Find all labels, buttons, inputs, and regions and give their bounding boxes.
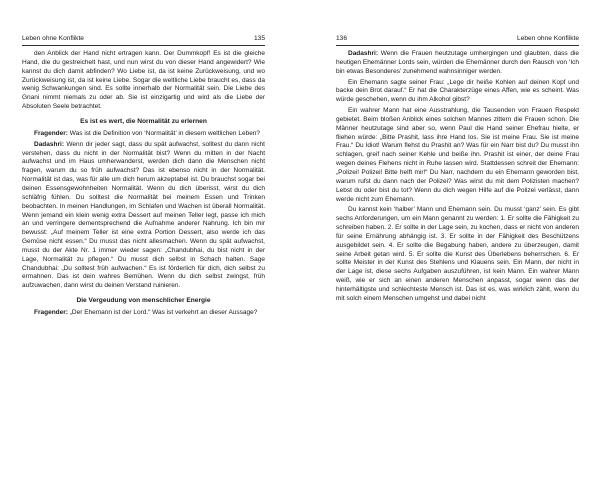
paragraph: Ein Ehemann sagte seiner Frau: „Lege dir heiße Kohlen auf deinen Kopf und backe dein Brot darauf.“ Er hat die Charakterzüge eines Affen, wie es scheint. Was würde geschehen, wenn du ihm Alkohol gibst? (336, 78, 579, 104)
page-number: 135 (253, 35, 265, 42)
header-title: Leben ohne Konflikte (517, 35, 579, 42)
page-header (336, 33, 579, 46)
paragraph: Dadashri: Wenn die Frauen heutzutage umhergingen und glaubten, dass die heutigen Ehemänner Lords sein, würden die Ehemänner durch den Rausch von ‘Ich bin etwas Besonderes’ zunehmend wahnsinniger werden. (336, 50, 579, 75)
left-page (22, 0, 265, 484)
speaker-label: Dadashri: (34, 140, 64, 148)
paragraph: Du kannst kein ‘halber’ Mann und Ehemann sein. Du musst ‘ganz’ sein. Es gibt sechs Anforderungen, um ein Mann genannt zu werden: 1. Er sollte die Fähigkeit zu schreiben haben. 2. Er sollte in der Lage sein, zu kochen, dass er nicht von anderen für seine Ernährung abhängig ist. 3. Er sollte in der Fähigkeit des Beschützens ausgebildet sein. 4. Er sollte die Begabung haben, andere zu überzeugen, damit seine Arbeit getan wird. 5. Er sollte die Kunst des Überlebens beherrschen. 6. Er sollte Meister in der Kunst des Stehlens und Klauens sein. Ein Mann, der nicht in der Lage ist, diese sechs Aufgaben auszuführen, ist kein Mann. Ein wahrer Mann weiß, wie er sich an einen anderen Menschen anpasst, sogar wenn das der hinterhältigste und schlechteste Mensch ist. Das ist es, was wirklich zählt, wenn du mit solch einem Menschen umgehst und dabei nicht (336, 206, 579, 302)
page-header (22, 33, 265, 46)
speaker-label: Fragender: (34, 309, 68, 317)
page-body (22, 50, 265, 318)
right-page (336, 0, 579, 484)
speaker-label: Fragender: (34, 129, 68, 137)
section-heading: Die Vergeudung von menschlicher Energie (76, 297, 211, 305)
speaker-label: Dadashri: (348, 50, 378, 57)
section-heading: Es ist es wert, die Normalität zu erlernen (80, 117, 207, 125)
header-title: Leben ohne Konflikte (22, 35, 84, 42)
paragraph: Dadashri: Wenn dir jeder sagt, dass du spät aufwachst, solltest du dann nicht verstehen, dass du nicht in der Normalität bist? Wenn du mitten in der Nacht aufwachst und im Haus umherwanderst, werden dich dann die Menschen nicht fragen, warum du so früh aufwachst? Das ist ebenso nicht in der Normalität. Normalität ist das, was für alle um dich herum akzeptabel ist. Du brauchst sogar bei deinen Essensgewohnheiten Normalität. Wenn du dich überisst, wirst du dich schläfrig fühlen. Du solltest die Normalität bei meinem Essen und Trinken beobachten. In meinen Handlungen, im Schlafen und Wachen ist überall Normalität. Wenn jemand ein klein wenig extra Dessert auf meinen Teller legt, passe ich mich an und verringere dementsprechend die Aufnahme anderer Nahrung. Ich bin mir bewusst: „Auf meinem Teller ist eine extra Portion Dessert, also werde ich das Gemüse nicht essen.“ Du musst das nicht allesmachen. Wenn du spät aufwachst, musst du der Akte Nr. 1 immer wieder sagen: „Chandubhai, du bist nicht in der Lage, Normalität zu pflegen.“ Du musst dich selbst in Schach halten. Sage Chandubhai: „Du solltest früh aufwachen.“ Es ist förderlich für dich, dich selbst zu ermahnen. Das ist dein wahres Bemühen. Wenn du dich selbst zwingst, früh aufzuwachen, dann wirst du deinen Verstand ruinieren. (22, 140, 265, 290)
paragraph: den Anblick der Hand nicht ertragen kann. Der Dummkopf! Es ist die gleiche Hand, die du gestreichelt hast, und nun wirst du von dieser Hand angewidert? Wie kannst du dich damit abfinden? Wo Liebe ist, da ist keine Zurückweisung, und wo Zurückweisung ist, da ist keine Liebe. Sogar die weltliche Liebe braucht es, dass da wenig Schwankungen sind. Es sollte innerhalb der Normalität sein. Die Liebe des Gnani nimmt niemals zu oder ab. Sie ist einzigartig und wird als die Liebe der Absoluten Seele betrachtet. (22, 50, 265, 111)
paragraph: Fragender: „Der Ehemann ist der Lord.“ Was ist verkehrt an dieser Aussage? (34, 309, 258, 317)
paragraph: Fragender: Was ist die Definition von ‘Normalität’ in diesem weltlichen Leben? (34, 129, 261, 137)
page-number: 136 (336, 35, 348, 42)
paragraph: Ein wahrer Mann hat eine Ausstrahlung, die Tausenden von Frauen Respekt gebietet. Beim bloßen Anblick eines solchen Mannes zittern die Frauen schon. Die Männer heutzutage sind aber so, wenn Paul die Hand seiner Ehefrau hielte, er fliehen würde: „Bitte Prashit, lass ihre Hand los. Sie ist meine Frau. Sie ist meine Frau.“ Du Idiot! Warum flehst du Prashit an? Was für ein Narr bist du? Du musst ihn schlagen, greif nach seiner Kehle und beiße ihn. Prashit ist einer, der deine Frau wegen deines Flehens nicht in Ruhe lassen wird. Stattdessen schreit der Ehemann: „Polizei! Polizei! Bitte helft mir!“ Du Narr, nachdem du ein Ehemann geworden bist, warum rufst du dann nach der Polizei? Was wirst du mit dem Polizisten machen? Lebst du oder bist du tot? Wenn du dich wegen Hilfe auf die Polizei verlässt, dann werde nicht zum Ehemann. (336, 107, 579, 203)
page-body (336, 50, 579, 304)
